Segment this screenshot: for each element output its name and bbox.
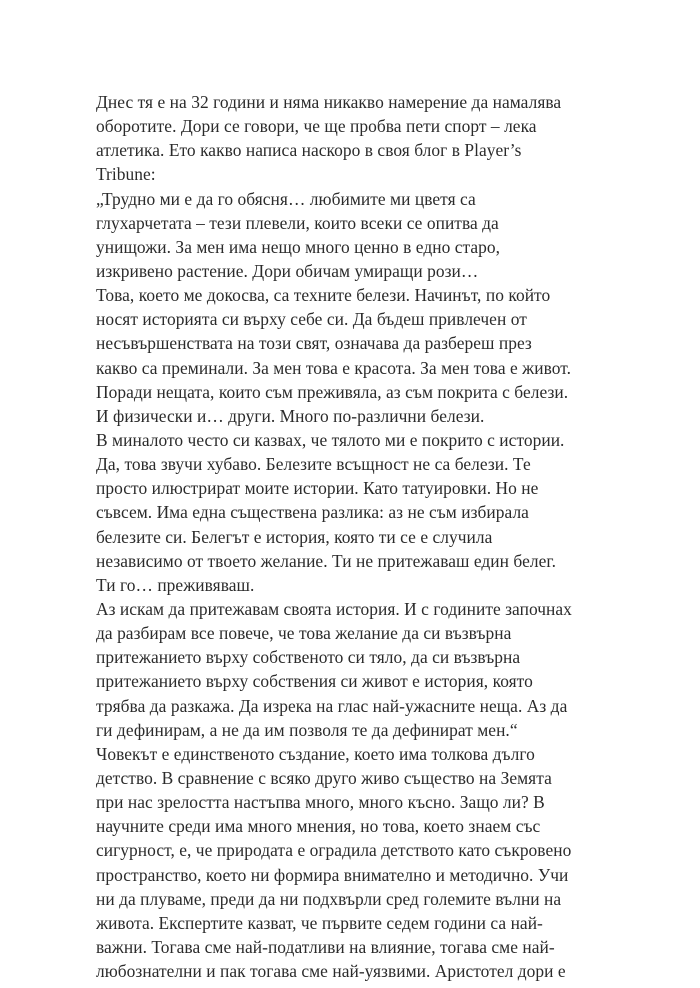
text-line: унищожи. За мен има нещо много ценно в едно старо,	[96, 236, 501, 257]
text-line: Tribune:	[96, 164, 156, 185]
text-line: изкривено растение. Дори обичам умиращи рози…	[96, 260, 479, 281]
text-line: просто илюстрират моите истории. Като татуировки. Но не	[96, 478, 539, 499]
text-line: независимо от твоето желание. Ти не притежаваш един белег.	[96, 550, 556, 571]
text-line: ни да плуваме, преди да ни подхвърли сред големите вълни на	[96, 888, 562, 909]
text-line: живота. Експертите казват, че първите седем години са най-	[96, 912, 543, 933]
text-line: несъвършенствата на този свят, означава да разбереш през	[96, 333, 532, 354]
text-line: Човекът е единственото създание, което има толкова дълго	[96, 743, 535, 764]
text-line: Поради нещата, които съм преживяла, аз съм покрита с белези.	[96, 381, 569, 402]
text-line: оборотите. Дори се говори, че ще пробва пети спорт – лека	[96, 116, 537, 137]
text-line: трябва да разкажа. Да изрека на глас най-ужасните неща. Аз да	[96, 695, 568, 716]
text-line: да разбирам все повече, че това желание да си възвърна	[96, 623, 512, 644]
text-line: В миналото често си казвах, че тялото ми е покрито с истории.	[96, 429, 565, 450]
text-line: „Трудно ми е да го обясня… любимите ми цветя са	[96, 188, 476, 209]
text-line: какво са преминали. За мен това е красота. За мен това е живот.	[96, 357, 571, 378]
text-line: Ти го… преживяваш.	[96, 574, 255, 595]
text-line: И физически и… други. Много по-различни белези.	[96, 405, 485, 426]
text-line: детство. В сравнение с всяко друго живо същество на Земята	[96, 767, 552, 788]
text-line: Аз искам да притежавам своята история. И с годините започнах	[96, 598, 572, 619]
text-line: съвсем. Има една съществена разлика: аз не съм избирала	[96, 502, 529, 523]
text-line: притежанието върху собствения си живот е история, която	[96, 671, 533, 692]
text-line: любознателни и пак тогава сме най-уязвими. Аристотел дори е	[96, 961, 566, 982]
text-line: важни. Тогава сме най-податливи на влияние, тогава сме най-	[96, 936, 555, 957]
text-line: ги дефинирам, а не да им позволя те да дефинират мен.“	[96, 719, 518, 740]
text-line: носят историята си върху себе си. Да бъдеш привлечен от	[96, 309, 527, 330]
text-line: при нас зрелостта настъпва много, много късно. Защо ли? В	[96, 792, 545, 813]
text-line: глухарчетата – тези плевели, които всеки се опитва да	[96, 212, 499, 233]
text-line: Това, което ме докосва, са техните белези. Начинът, по който	[96, 285, 551, 306]
text-line: Да, това звучи хубаво. Белезите всъщност не са белези. Те	[96, 454, 531, 475]
text-line: белезите си. Белегът е история, която ти се е случила	[96, 526, 493, 547]
text-line: научните среди има много мнения, но това, което знаем със	[96, 816, 541, 837]
text-line: пространство, което ни формира внимателно и методично. Учи	[96, 864, 569, 885]
text-line: атлетика. Ето какво написа наскоро в своя блог в Player’s	[96, 140, 522, 161]
text-line: Днес тя е на 32 години и няма никакво намерение да намалява	[96, 92, 562, 112]
body-text	[96, 90, 616, 983]
text-line: притежанието върху собственото си тяло, да си възвърна	[96, 647, 521, 668]
text-line: сигурност, е, че природата е оградила детството като съкровено	[96, 840, 572, 861]
